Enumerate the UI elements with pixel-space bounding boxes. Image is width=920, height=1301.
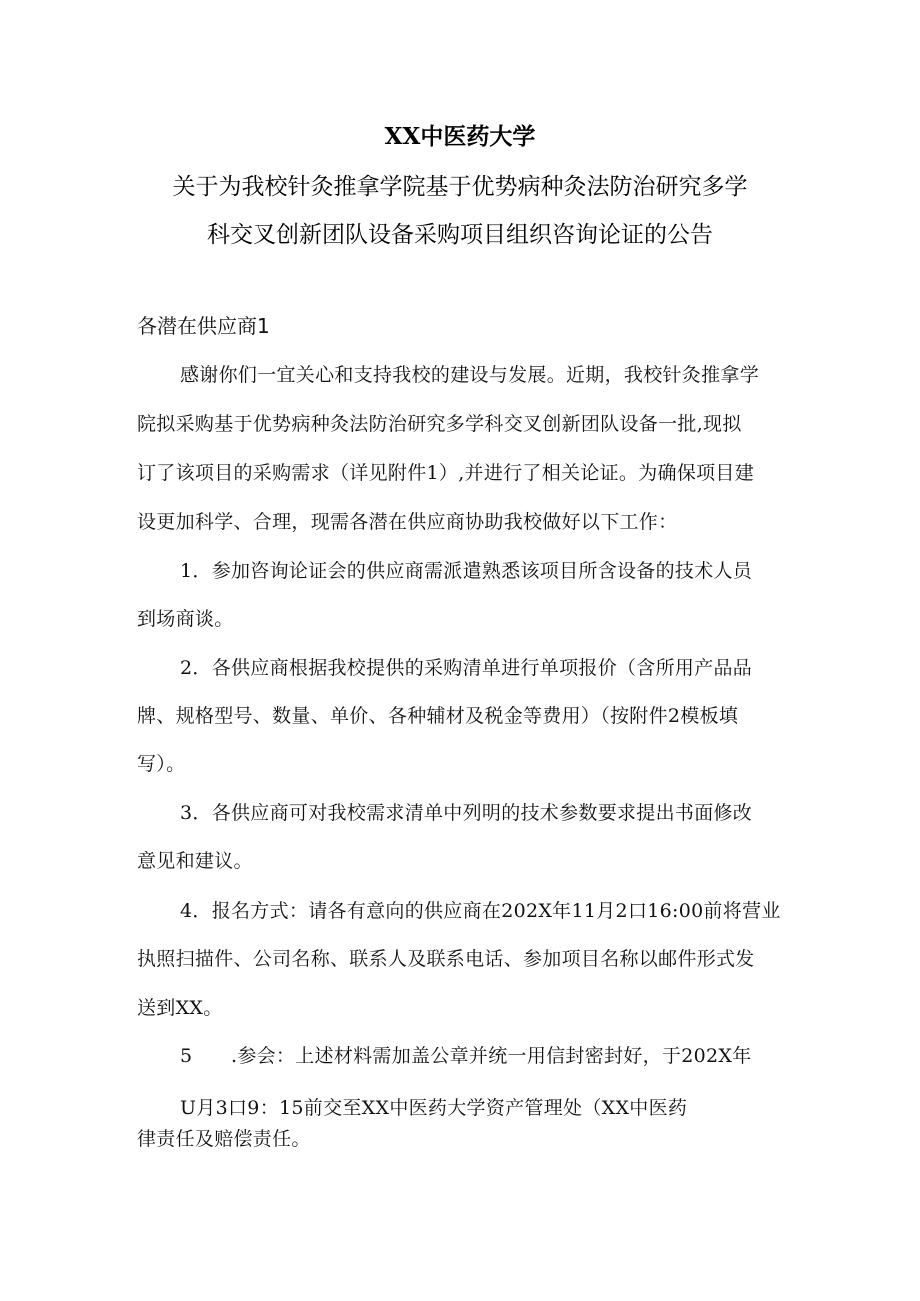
body-line: 设更加科学、合理，现需各潜在供应商协助我校做好以下工作： [137, 511, 678, 533]
body-line: 到场商谈。 [137, 608, 234, 630]
body-line: 4．报名方式：请各有意向的供应商在202X年11月2口16:00前将营业 [180, 900, 781, 922]
document-title-line-3: 科交叉创新团队设备采购项目组织咨询论证的公告 [207, 222, 713, 248]
body-line: 院拟采购基于优势病种灸法防治研究多学科交叉创新团队设备一批,现拟 [137, 413, 742, 435]
body-line: 订了该项目的采购需求（详见附件1）,并进行了相关论证。为确保项目建 [137, 462, 755, 484]
body-line: 2．各供应商根据我校提供的采购清单进行单项报价（含所用产品品 [180, 657, 753, 679]
body-line: 1．参加咨询论证会的供应商需派遣熟悉该项目所含设备的技术人员 [180, 560, 753, 582]
body-line: 送到XX。 [137, 997, 223, 1019]
body-line: 意见和建议。 [137, 850, 253, 872]
salutation: 各潜在供应商1 [137, 314, 270, 338]
body-line: 感谢你们一宜关心和支持我校的建设与发展。近期，我校针灸推拿学 [180, 364, 760, 386]
body-line: 5 .参会：上述材料需加盖公章并统一用信封密封好，于202X年 [180, 1045, 752, 1067]
body-line: 执照扫描件、公司名称、联系人及联系电话、参加项目名称以邮件形式发 [137, 948, 755, 970]
body-line: 写）。 [137, 753, 186, 775]
document-title-line-1: XX中医药大学 [384, 123, 536, 150]
body-line: 律责任及赔偿责任。 [137, 1128, 311, 1150]
body-line: 3．各供应商可对我校需求清单中列明的技术参数要求提出书面修改 [180, 802, 753, 824]
body-line: 牌、规格型号、数量、单价、各种辅材及税金等费用）（按附件2模板填 [137, 705, 739, 727]
body-line: U月3口9：15前交至XX中医药大学资产管理处（XX中医药 [180, 1097, 688, 1119]
document-title-line-2: 关于为我校针灸推拿学院基于优势病种灸法防治研究多学 [172, 174, 748, 200]
